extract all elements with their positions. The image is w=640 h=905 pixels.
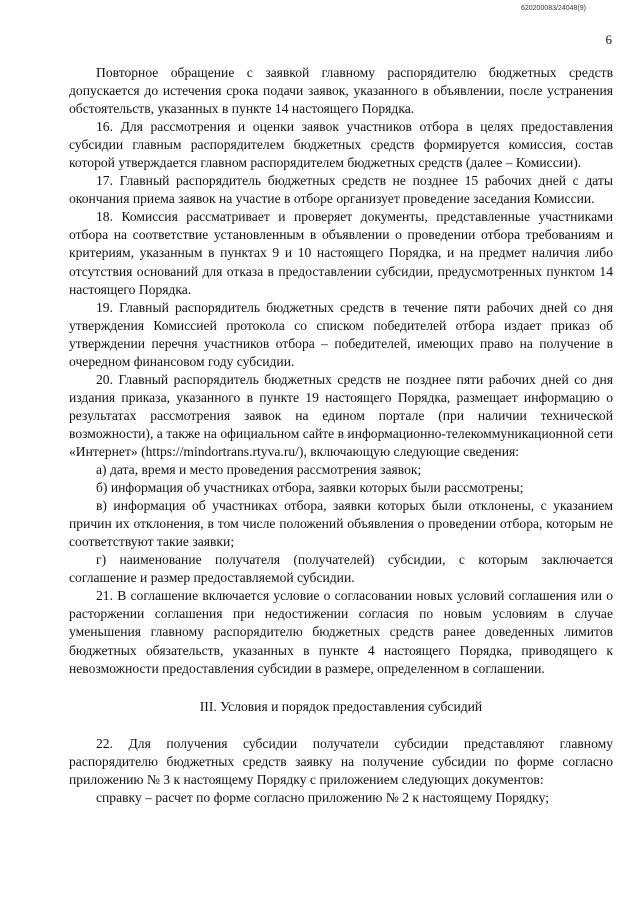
document-body bbox=[69, 64, 613, 807]
paragraph: 18. Комиссия рассматривает и проверяет документы, представленные участниками отбора на соответствие установленным в объявлении о проведении отбора требованиям и критериям, указанным в пунктах 9 и 10 настоящего Порядка, и на предмет наличия либо отсутствия оснований для отказа в предоставлении субсидии, предусмотренных пунктом 14 настоящего Порядка. bbox=[69, 209, 613, 297]
list-item: б) информация об участниках отбора, заявки которых были рассмотрены; bbox=[96, 480, 524, 496]
paragraph: 22. Для получения субсидии получатели субсидии представляют главному распорядителю бюджетных средств заявку на получение субсидии по форме согласно приложению № 3 к настоящему Порядку с приложением следующих документов: bbox=[69, 735, 613, 787]
list-item: а) дата, время и место проведения рассмотрения заявок; bbox=[96, 462, 422, 478]
paragraph: 19. Главный распорядитель бюджетных средств в течение пяти рабочих дней со дня утверждения Комиссией протокола со списком победителей отбора издает приказ об утверждении перечня участников отбора – победителей, имеющих право на получение в очередном финансовом году субсидии. bbox=[69, 299, 613, 369]
document-id: 620200083/24048(9) bbox=[520, 5, 586, 12]
list-item: в) информация об участниках отбора, заявки которых были отклонены, с указанием причин их отклонения, в том числе положений объявления о проведении отбора, которым не соответствуют такие заявки; bbox=[69, 498, 613, 550]
paragraph: 20. Главный распорядитель бюджетных средств не позднее пяти рабочих дней со дня издания приказа, указанного в пункте 19 настоящего Порядка, размещает информацию о результатах рассмотрения заявок на едином портале (при наличии технической возможности), а также на официальном сайте в информационно-телекоммуникационной сети «Интернет» (https://mindortrans.rtyva.ru/), включающую следующие сведения: bbox=[69, 371, 613, 459]
paragraph: 16. Для рассмотрения и оценки заявок участников отбора в целях предоставления субсидии главным распорядителем бюджетных средств формируется комиссия, состав которой утверждается главном распорядителем бюджетных средств (далее – Комиссии). bbox=[69, 119, 613, 171]
paragraph: 21. В соглашение включается условие о согласовании новых условий соглашения или о расторжении соглашения при недостижении согласия по новым условиям в случае уменьшения главному распорядителю бюджетных средств ранее доведенных лимитов бюджетных обязательств, указанных в пункте 4 настоящего Порядка, приводящего к невозможности предоставления субсидии в размере, определенном в соглашении. bbox=[69, 588, 613, 676]
paragraph: справку – расчет по форме согласно приложению № 2 к настоящему Порядку; bbox=[96, 789, 549, 805]
list-item: г) наименование получателя (получателей) субсидии, с которым заключается соглашение и размер предоставляемой субсидии. bbox=[69, 552, 613, 586]
paragraph: 17. Главный распорядитель бюджетных средств не позднее 15 рабочих дней с даты окончания приема заявок на участие в отборе организует проведение заседания Комиссии. bbox=[69, 173, 613, 207]
paragraph: Повторное обращение с заявкой главному распорядителю бюджетных средств допускается до истечения срока подачи заявок, указанного в объявлении, после устранения обстоятельств, указанных в пункте 14 настоящего Порядка. bbox=[69, 65, 613, 117]
section-heading: III. Условия и порядок предоставления субсидий bbox=[199, 698, 483, 714]
page-number: 6 bbox=[605, 32, 612, 47]
